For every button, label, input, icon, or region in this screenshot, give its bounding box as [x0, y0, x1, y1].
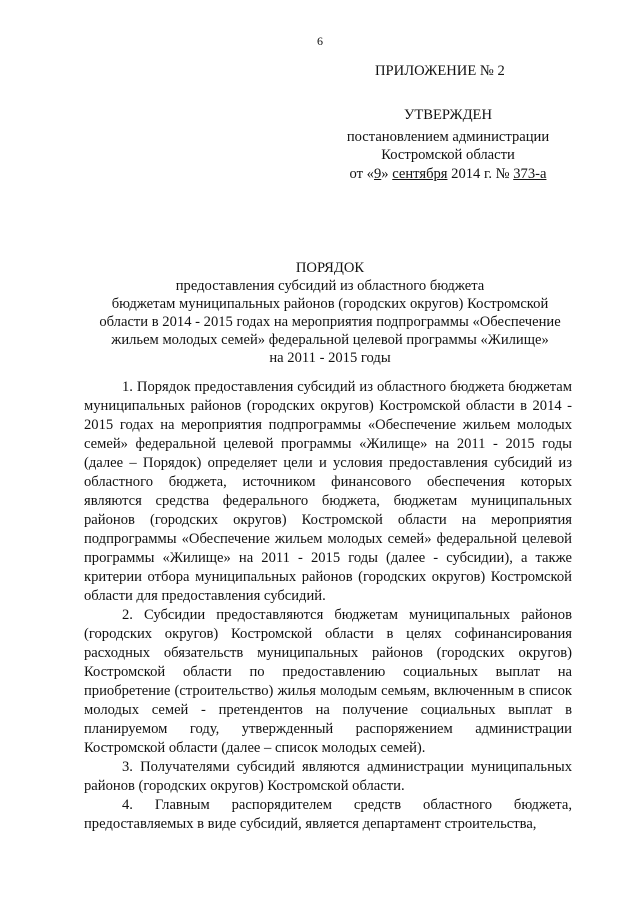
approval-block	[330, 106, 566, 183]
subtitle-line: предоставления субсидий из областного бюджета	[175, 278, 485, 294]
subtitle-line: на 2011 - 2015 годы	[269, 350, 391, 366]
approval-line-1: постановлением администрации	[346, 128, 550, 145]
date-year: 2014 г. №	[447, 165, 514, 182]
approval-date-line	[330, 165, 566, 184]
date-month: сентября	[392, 165, 448, 182]
page-number: 6	[317, 34, 323, 48]
paragraph-2: 2. Субсидии предоставляются бюджетам муниципальных районов (городских округов) Костромской области в целях софинансирования расходных обязательств муниципальных районов (городских округов) Костромской области по предоставлению социальных выплат на приобретение (строительство) жилья молодым семьям, включенным в список молодых семей - претендентов на получение социальных выплат в планируемом году, утвержденный распоряжением администрации Костромской области (далее – список молодых семей).	[84, 607, 572, 756]
document-title-block	[90, 259, 570, 367]
document-number: 373-а	[513, 165, 547, 182]
paragraph-4: 4. Главным распорядителем средств областного бюджета, предоставляемых в виде субсидий, является департамент строительства,	[84, 797, 572, 832]
date-day: 9	[373, 165, 382, 182]
paragraph-3: 3. Получателями субсидий являются администрации муниципальных районов (городских округов) Костромской области.	[84, 759, 572, 794]
paragraph-1: 1. Порядок предоставления субсидий из областного бюджета бюджетам муниципальных районов (городских округов) Костромской области в 2014 - 2015 годах на мероприятия подпрограммы «Обеспечение жильем молодых семей» федеральной целевой программы «Жилище» на 2011 - 2015 годы (далее – Порядок) определяет цели и условия предоставления субсидий из областного бюджета, источником финансового обеспечения которых являются средства федерального бюджета, бюджетам муниципальных районов (городских округов) Костромской области на мероприятия подпрограммы «Обеспечение жильем молодых семей» федеральной целевой программы «Жилище» на 2011 - 2015 годы (далее - субсидии), а также критерии отбора муниципальных районов (городских округов) Костромской области для предоставления субсидий.	[84, 379, 572, 604]
subtitle-line: бюджетам муниципальных районов (городских округов) Костромской	[111, 296, 549, 312]
date-mid: »	[381, 165, 393, 182]
subtitle-line: жильем молодых семей» федеральной целевой программы «Жилище»	[111, 332, 549, 348]
date-prefix: от «	[349, 165, 374, 182]
document-title: ПОРЯДОК	[295, 260, 365, 276]
approval-line-2: Костромской области	[381, 147, 515, 163]
appendix-title: ПРИЛОЖЕНИЕ № 2	[375, 63, 505, 79]
subtitle-line: области в 2014 - 2015 годах на мероприятия подпрограммы «Обеспечение	[99, 314, 561, 330]
approval-heading: УТВЕРЖДЕН	[404, 107, 492, 123]
document-body	[84, 378, 572, 834]
